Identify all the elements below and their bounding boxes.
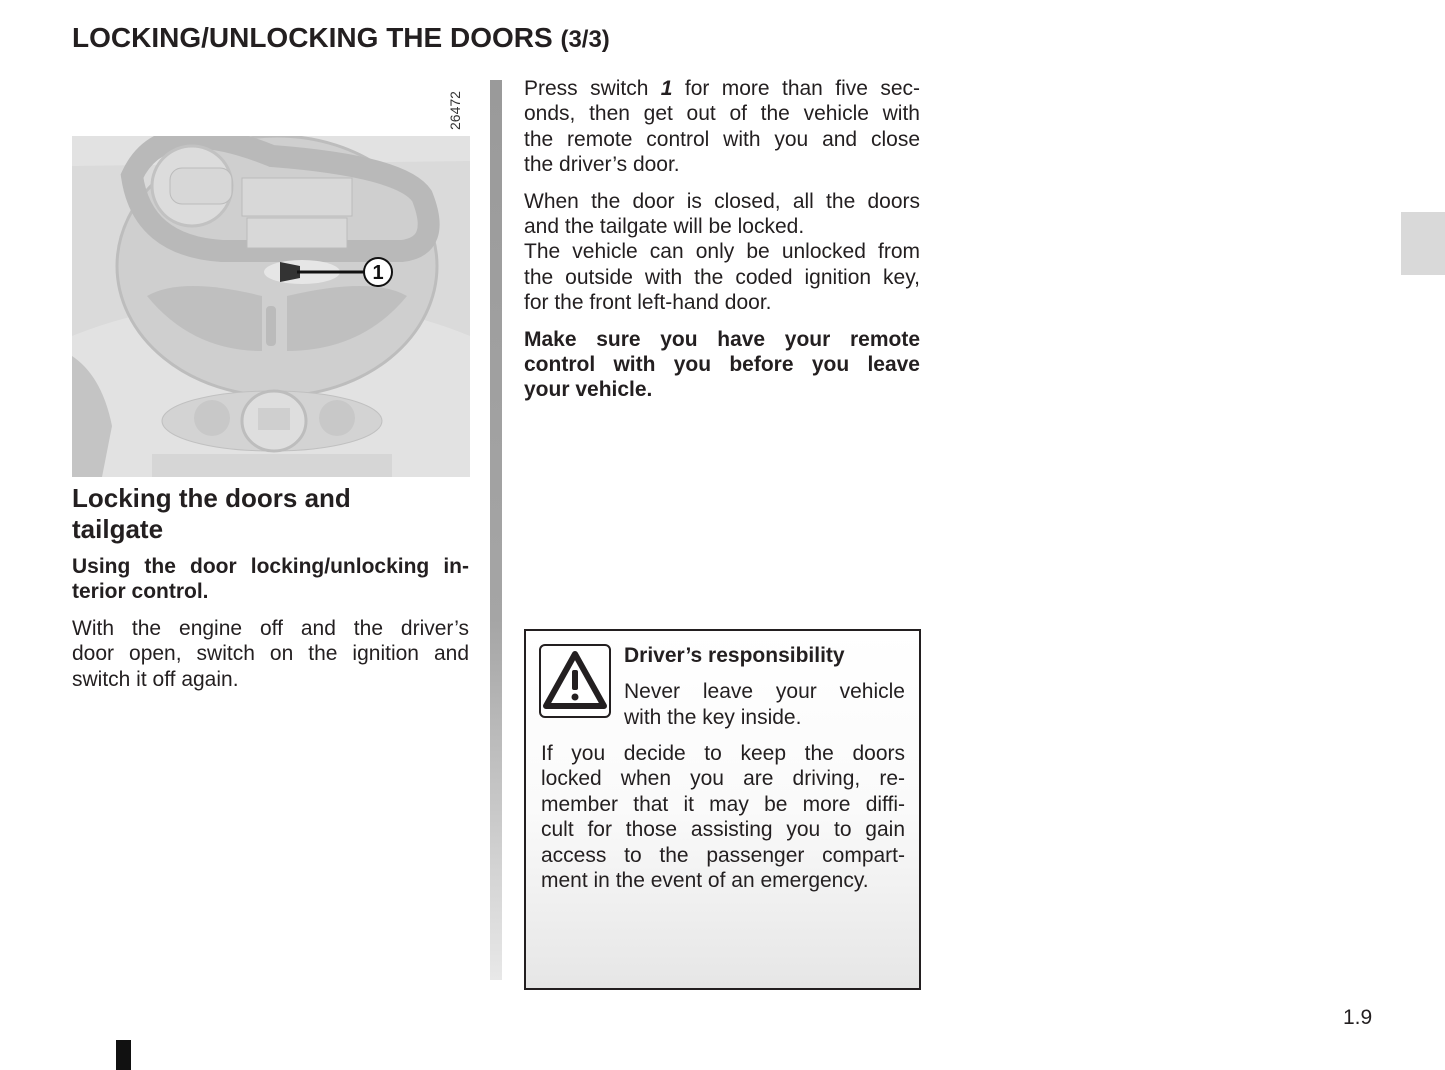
text-line: the driver’s door. — [524, 153, 680, 177]
text-line: ment in the event of an emergency. — [541, 869, 869, 893]
left-column — [72, 483, 469, 703]
warning-body — [541, 741, 905, 904]
svg-text:26472: 26472 — [447, 91, 463, 130]
text-line: the remote control with you and close — [524, 127, 920, 151]
paragraph-remote-reminder — [524, 327, 920, 403]
text-line: switch it off again. — [72, 667, 239, 691]
paragraph-press-switch — [524, 76, 920, 178]
warning-paragraph-2 — [541, 741, 905, 893]
text-line: door open, switch on the ignition and — [72, 642, 469, 666]
text-line: locked when you are driving, re- — [541, 767, 905, 791]
text-line: terior control. — [72, 580, 209, 604]
subheading — [72, 554, 469, 605]
page-title — [72, 22, 610, 54]
text-line: control with you before you leave — [524, 353, 920, 377]
text-line: cult for those assisting you to gain — [541, 818, 905, 842]
text-line: onds, then get out of the vehicle with — [524, 102, 920, 126]
text-line: the outside with the coded ignition key, — [524, 265, 920, 289]
chapter-thumb-tab — [1401, 212, 1445, 275]
warning-paragraph-1 — [624, 679, 905, 730]
text-line: and the tailgate will be locked. — [524, 215, 805, 239]
switch-number: 1 — [660, 77, 673, 100]
text-line: with the key inside. — [624, 705, 802, 729]
text-line: When the door is closed, all the doors — [524, 189, 920, 213]
title-text: LOCKING/UNLOCKING THE DOORS — [72, 22, 553, 53]
warning-header — [624, 643, 905, 741]
column-divider-bar — [490, 80, 502, 980]
section-heading: Locking the doors and tailgate — [72, 483, 351, 544]
warning-triangle-icon — [539, 644, 611, 718]
text-line: access to the passenger compart- — [541, 843, 905, 867]
title-page-indicator: (3/3) — [560, 26, 610, 53]
text-line: Never leave your vehicle — [624, 680, 905, 704]
text-line: With the engine off and the driver’s — [72, 616, 469, 640]
warning-title: Driver’s responsibility — [624, 644, 845, 667]
dashboard-illustration — [72, 136, 470, 477]
paragraph-door-closed — [524, 189, 920, 316]
text-line: Using the door locking/unlocking in- — [72, 555, 469, 578]
text-line: for the front left-hand door. — [524, 291, 772, 315]
svg-text:1: 1 — [372, 262, 384, 284]
left-body-paragraph — [72, 616, 469, 692]
print-mark — [116, 1040, 131, 1070]
figure-reference-number — [444, 88, 466, 132]
text-line: your vehicle. — [524, 378, 653, 402]
warning-box — [524, 629, 921, 990]
text-line: Make sure you have your remote — [524, 327, 920, 351]
text-line: If you decide to keep the doors — [541, 742, 905, 765]
page-number: 1.9 — [1343, 1006, 1373, 1029]
text-line: member that it may be more diffi- — [541, 792, 905, 816]
text-line: The vehicle can only be unlocked from — [524, 240, 920, 264]
right-column — [524, 76, 920, 414]
text-line: Press switch 1 for more than five sec- — [524, 77, 920, 100]
